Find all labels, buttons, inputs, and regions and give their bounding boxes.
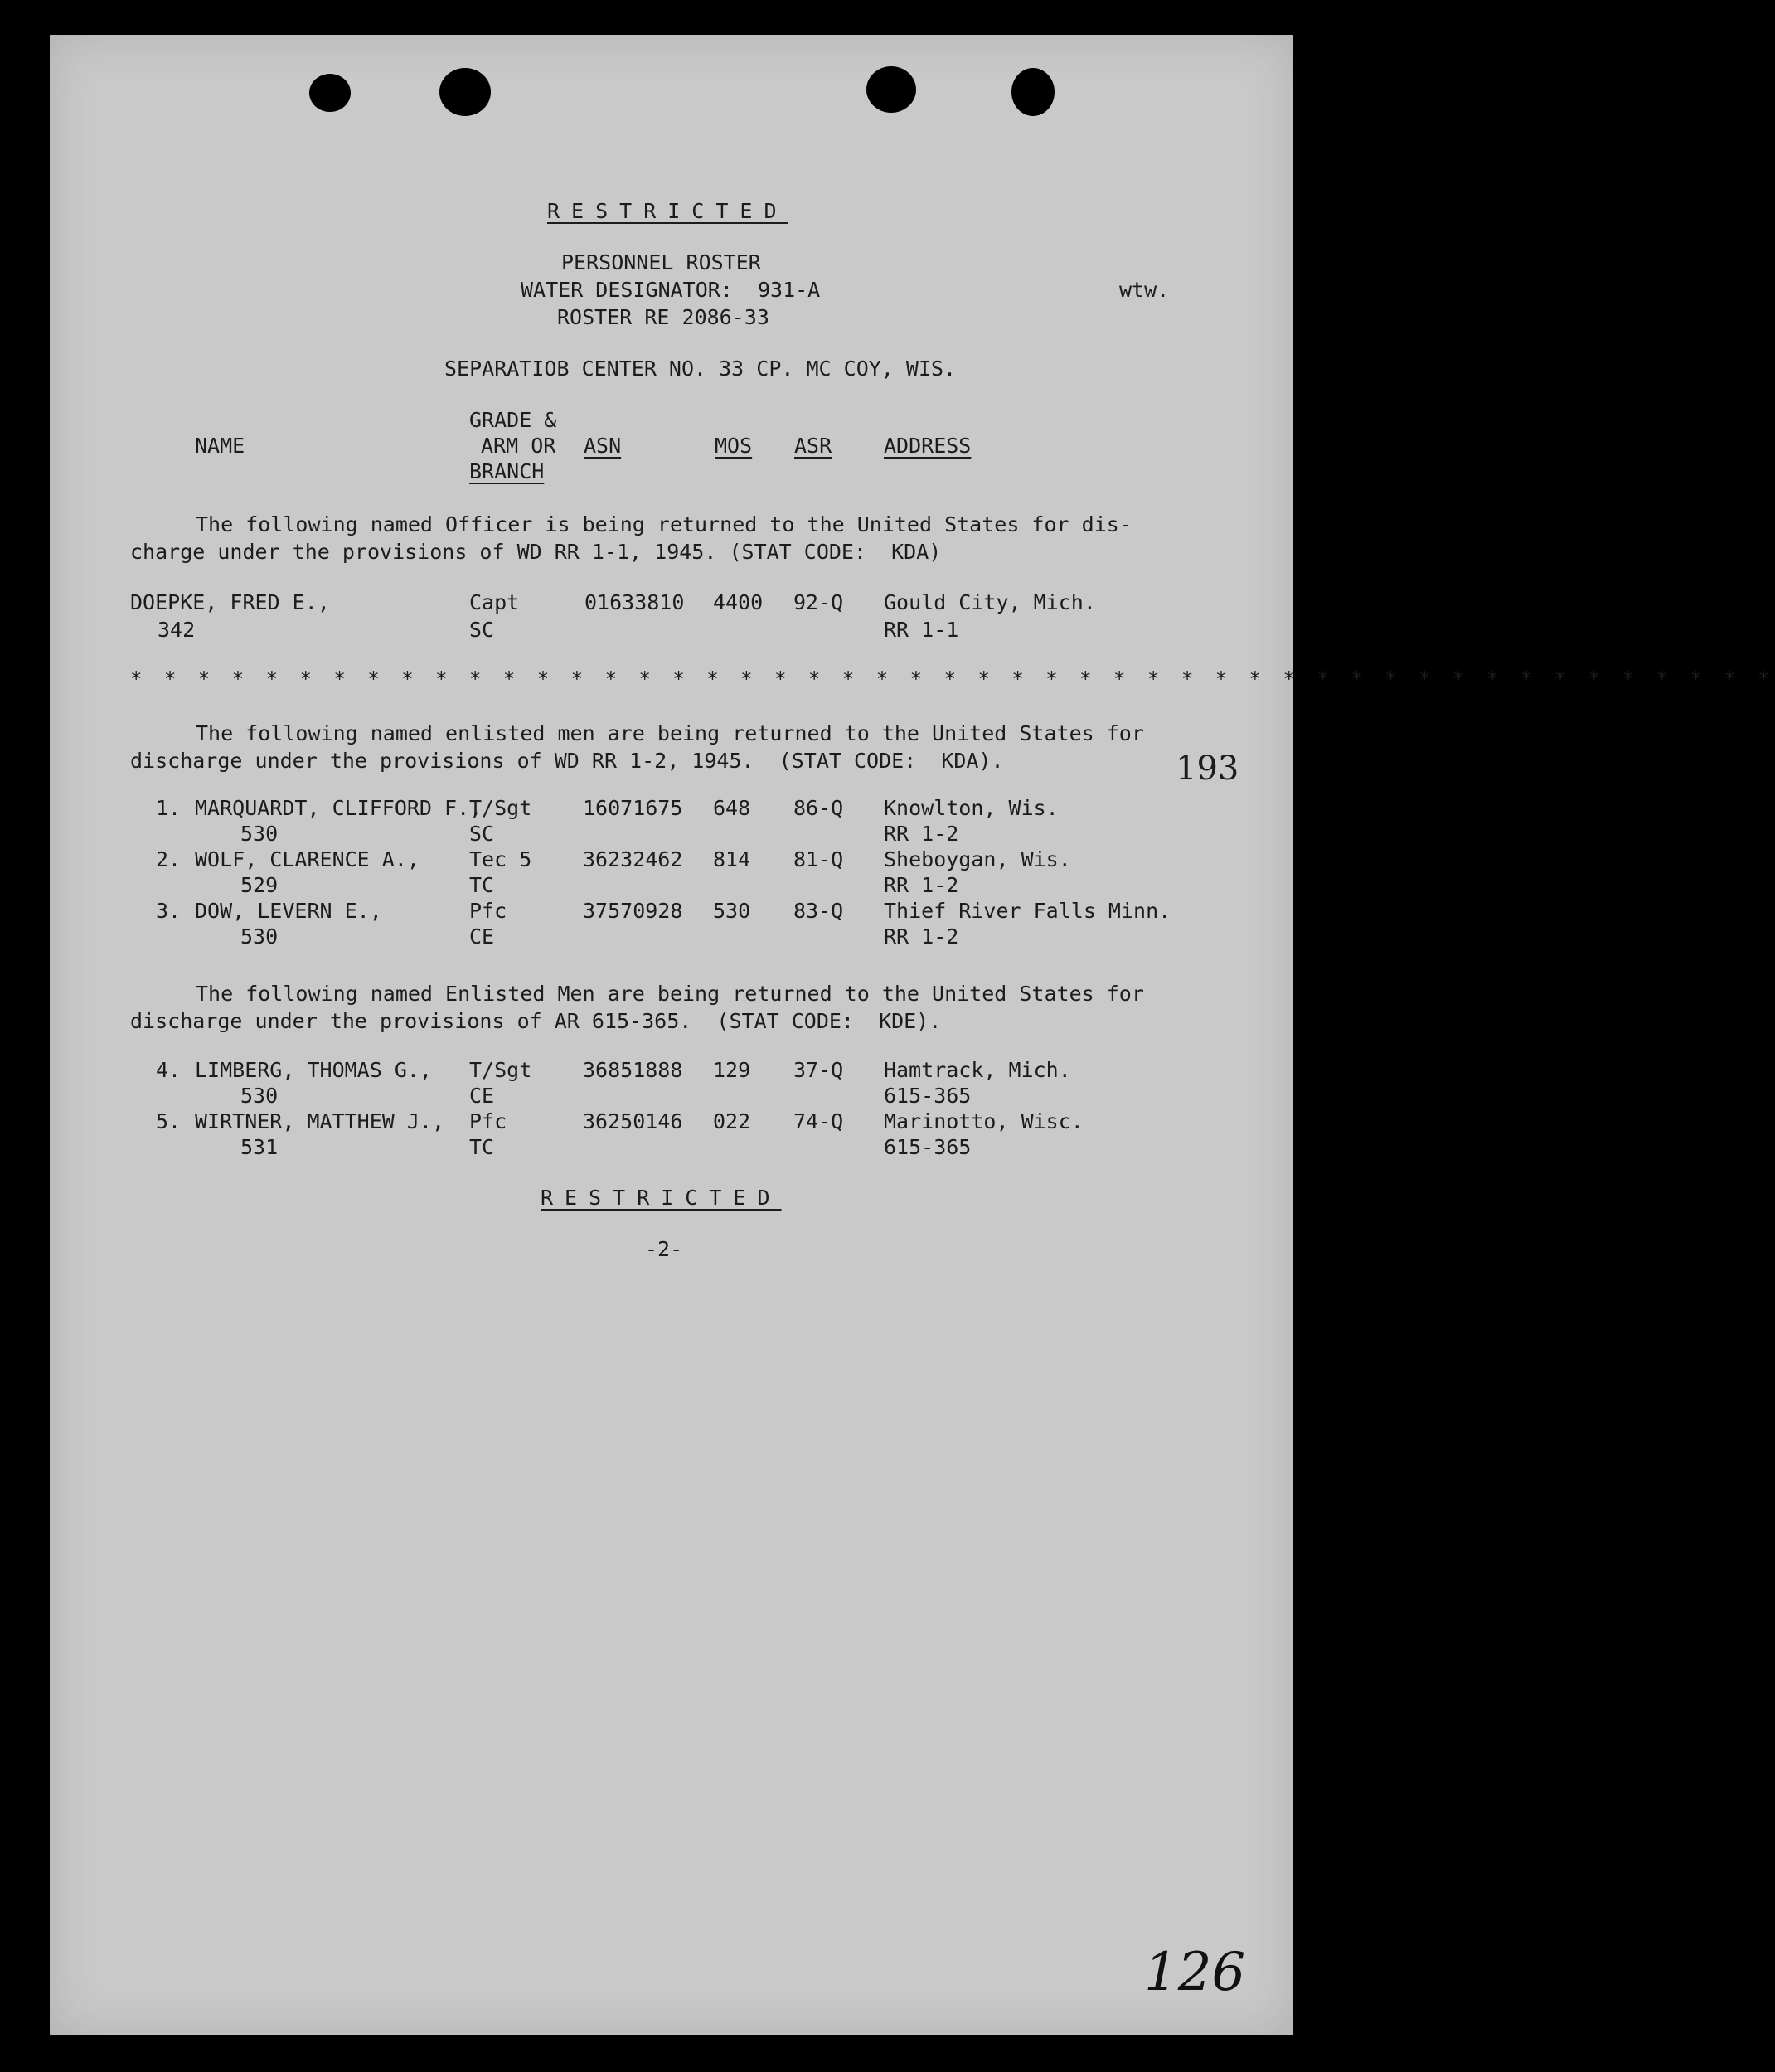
row-branch: CE <box>469 924 495 949</box>
separator-stars: * * * * * * * * * * * * * * * * * * * * * * * * * * * * * * * * * * * * * * * * * * * * * * * * * <box>130 667 1775 691</box>
row-auth: 615-365 <box>884 1135 972 1159</box>
row-sub: 530 <box>240 1084 279 1108</box>
row-branch: SC <box>469 822 495 846</box>
classification-header: RESTRICTED <box>547 199 788 223</box>
row-mos: 814 <box>713 847 751 871</box>
row-grade: T/Sgt <box>469 796 532 820</box>
row-no: 1. <box>156 796 182 820</box>
row-grade: Tec 5 <box>469 847 532 871</box>
row-grade: Pfc <box>469 899 507 923</box>
column-asn: ASN <box>584 434 622 458</box>
row-name: DOW, LEVERN E., <box>195 899 382 923</box>
row-sub: 530 <box>240 822 279 846</box>
row-branch: TC <box>469 1135 495 1159</box>
row-mos: 530 <box>713 899 751 923</box>
officer-asr: 92-Q <box>793 590 844 614</box>
column-grade-line2: ARM OR <box>481 434 556 458</box>
roster-title: PERSONNEL ROSTER <box>561 250 761 274</box>
row-sub: 530 <box>240 924 279 949</box>
officer-address: Gould City, Mich. <box>884 590 1096 614</box>
row-asn: 16071675 <box>583 796 683 820</box>
column-grade-line1: GRADE & <box>469 408 557 432</box>
row-asr: 37-Q <box>793 1058 844 1082</box>
separation-center: SEPARATIOB CENTER NO. 33 CP. MC COY, WIS. <box>444 357 957 381</box>
row-auth: RR 1-2 <box>884 924 959 949</box>
officer-name: DOEPKE, FRED E., <box>130 590 330 614</box>
officer-authority: RR 1-1 <box>884 618 959 642</box>
row-name: LIMBERG, THOMAS G., <box>195 1058 432 1082</box>
row-address: Hamtrack, Mich. <box>884 1058 1071 1082</box>
enlisted-paragraph2-line2: discharge under the provisions of AR 615-365. (STAT CODE: KDE). <box>130 1009 942 1033</box>
initials: wtw. <box>1119 278 1170 302</box>
row-address: Sheboygan, Wis. <box>884 847 1071 871</box>
row-asn: 36851888 <box>583 1058 683 1082</box>
row-branch: TC <box>469 873 495 897</box>
roster-number: ROSTER RE 2086-33 <box>557 305 769 329</box>
row-address: Marinotto, Wisc. <box>884 1109 1084 1133</box>
row-address: Thief River Falls Minn. <box>884 899 1171 923</box>
row-mos: 129 <box>713 1058 751 1082</box>
officer-asn: 01633810 <box>584 590 685 614</box>
water-designator: WATER DESIGNATOR: 931-A <box>521 278 821 302</box>
row-name: WOLF, CLARENCE A., <box>195 847 420 871</box>
officer-grade: Capt <box>469 590 520 614</box>
column-mos: MOS <box>715 434 753 458</box>
row-mos: 022 <box>713 1109 751 1133</box>
officer-mos: 4400 <box>713 590 764 614</box>
officer-paragraph-line2: charge under the provisions of WD RR 1-1, 1945. (STAT CODE: KDA) <box>130 540 942 564</box>
stamped-page-number: 193 <box>1176 750 1239 788</box>
officer-paragraph-line1: The following named Officer is being returned to the United States for dis- <box>196 512 1132 536</box>
classification-footer: RESTRICTED <box>541 1186 782 1210</box>
column-address: ADDRESS <box>884 434 972 458</box>
row-asr: 83-Q <box>793 899 844 923</box>
row-asr: 81-Q <box>793 847 844 871</box>
row-sub: 531 <box>240 1135 279 1159</box>
row-auth: 615-365 <box>884 1084 972 1108</box>
row-sub: 529 <box>240 873 279 897</box>
punch-hole-1 <box>309 74 351 112</box>
enlisted-paragraph2-line1: The following named Enlisted Men are being returned to the United States for <box>196 982 1144 1006</box>
row-no: 5. <box>156 1109 182 1133</box>
column-grade-line3: BRANCH <box>469 459 545 483</box>
handwritten-number: 126 <box>1144 1942 1246 2003</box>
row-auth: RR 1-2 <box>884 873 959 897</box>
row-grade: T/Sgt <box>469 1058 532 1082</box>
enlisted-paragraph-line2: discharge under the provisions of WD RR 1-2, 1945. (STAT CODE: KDA). <box>130 749 1004 773</box>
row-grade: Pfc <box>469 1109 507 1133</box>
row-address: Knowlton, Wis. <box>884 796 1059 820</box>
row-asn: 37570928 <box>583 899 683 923</box>
punch-hole-4 <box>1011 68 1055 116</box>
row-no: 2. <box>156 847 182 871</box>
row-no: 3. <box>156 899 182 923</box>
row-name: WIRTNER, MATTHEW J., <box>195 1109 445 1133</box>
column-name: NAME <box>195 434 245 458</box>
column-asr: ASR <box>794 434 832 458</box>
punch-hole-2 <box>439 68 491 116</box>
row-asn: 36250146 <box>583 1109 683 1133</box>
row-branch: CE <box>469 1084 495 1108</box>
row-name: MARQUARDT, CLIFFORD F., <box>195 796 483 820</box>
page-number: -2- <box>645 1237 683 1261</box>
document-page <box>50 35 1775 2035</box>
row-asn: 36232462 <box>583 847 683 871</box>
row-mos: 648 <box>713 796 751 820</box>
enlisted-paragraph-line1: The following named enlisted men are being returned to the United States for <box>196 721 1144 745</box>
officer-branch: SC <box>469 618 495 642</box>
punch-hole-3 <box>866 66 916 113</box>
row-asr: 74-Q <box>793 1109 844 1133</box>
officer-sub: 342 <box>158 618 196 642</box>
row-auth: RR 1-2 <box>884 822 959 846</box>
row-asr: 86-Q <box>793 796 844 820</box>
row-no: 4. <box>156 1058 182 1082</box>
